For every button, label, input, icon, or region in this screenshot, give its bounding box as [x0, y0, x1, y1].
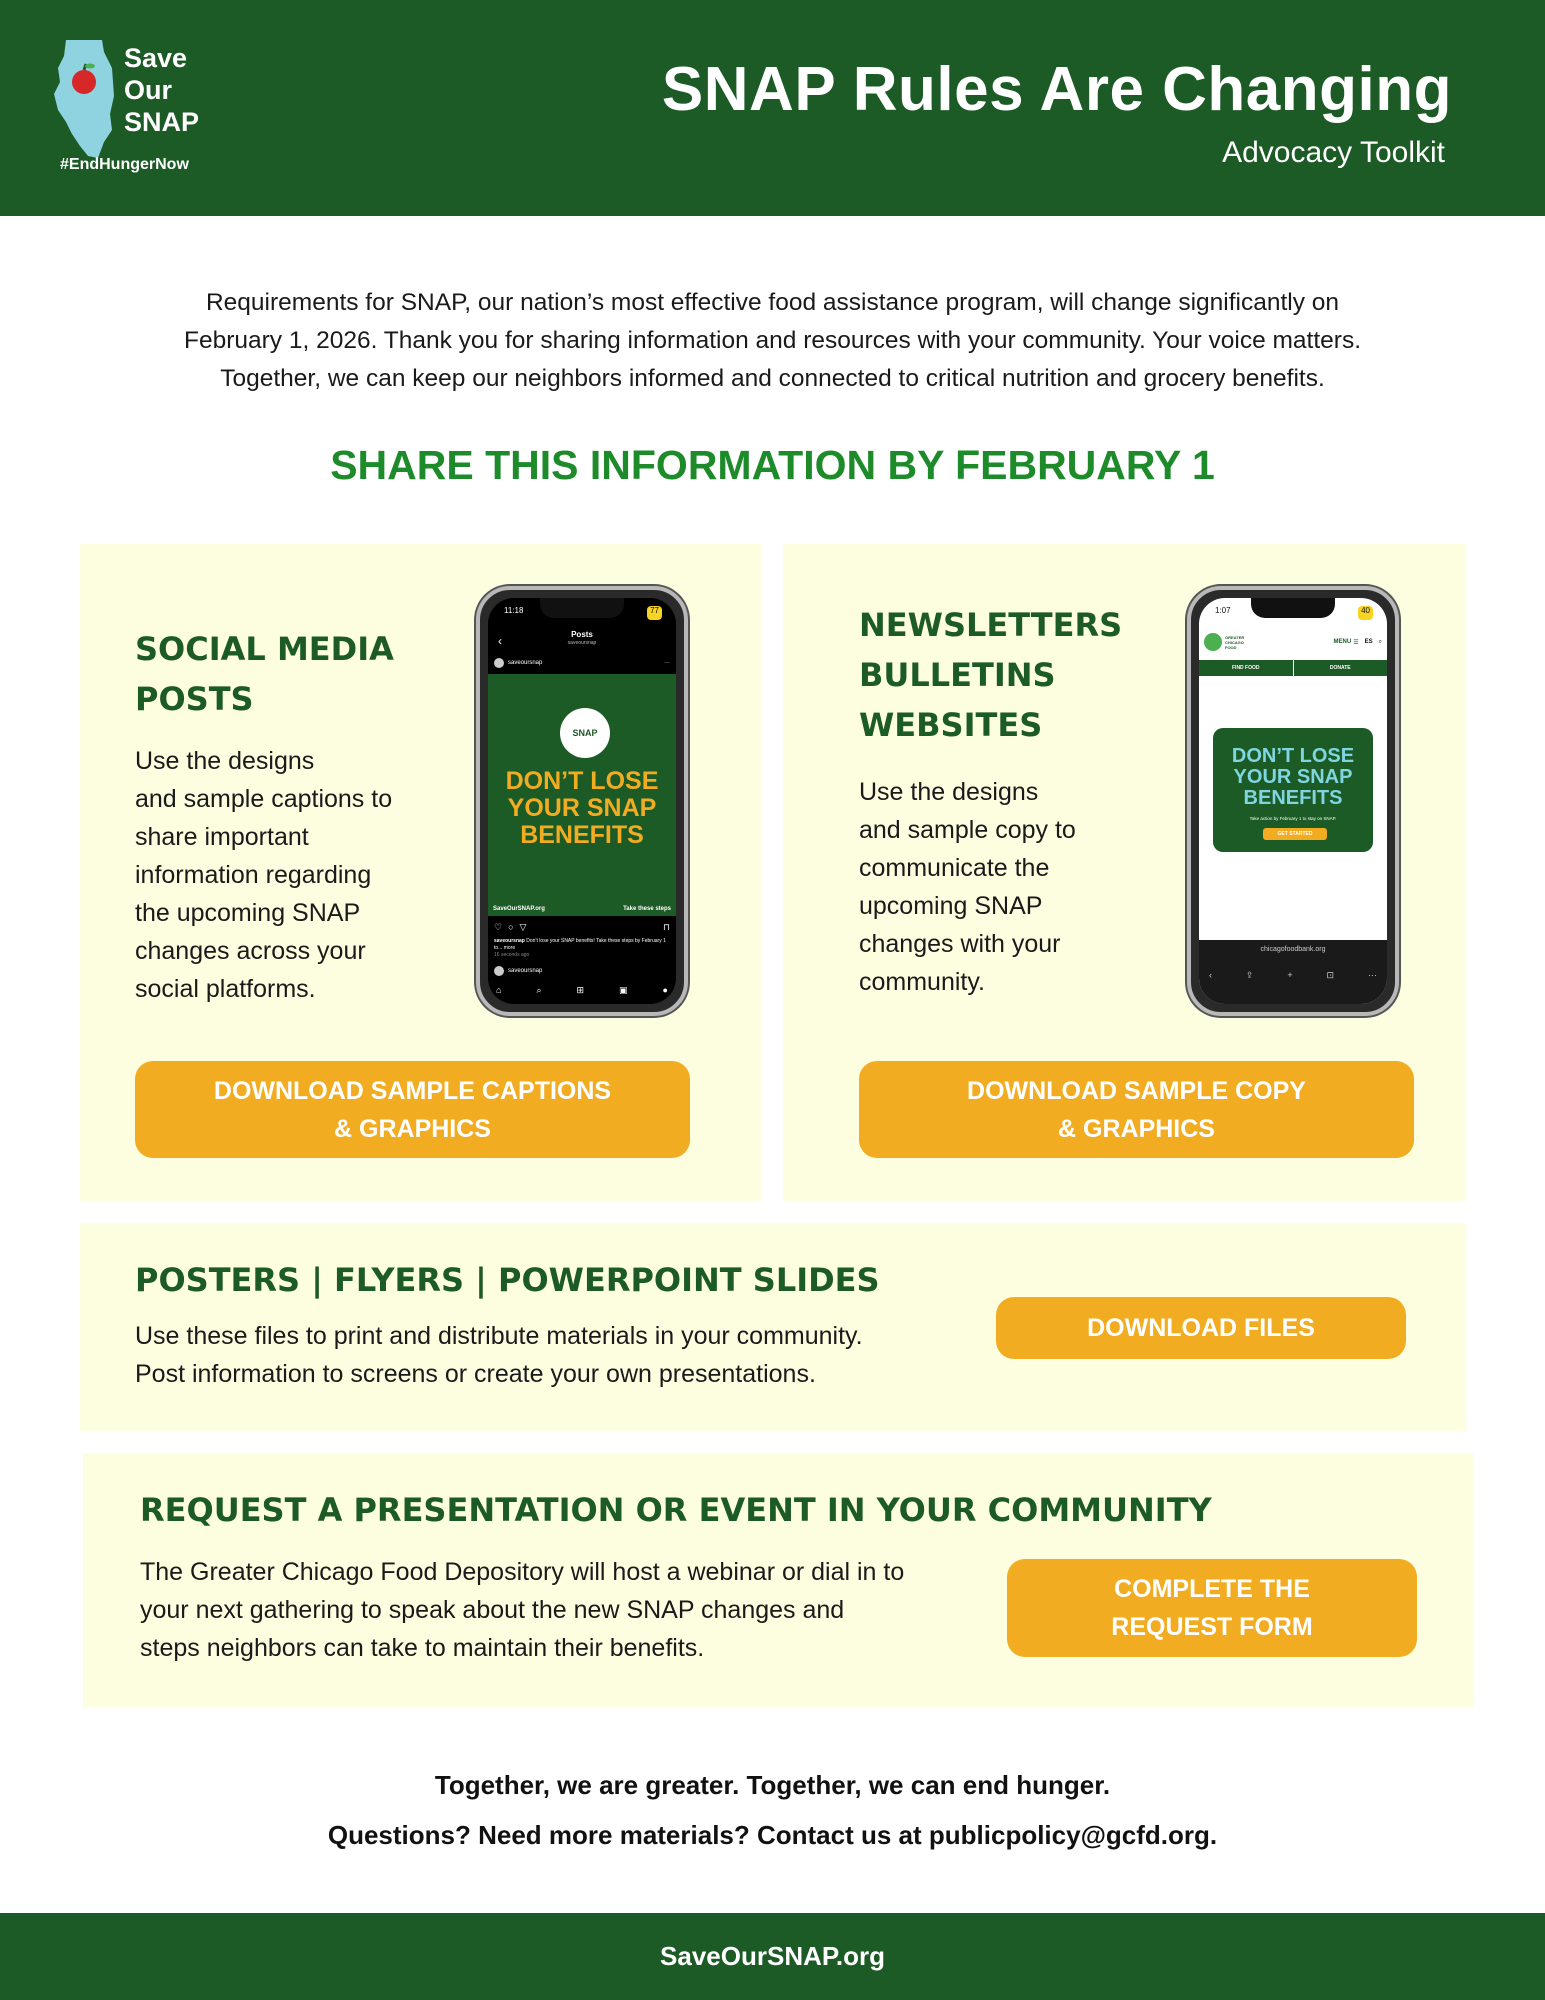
browser-bar [1199, 940, 1387, 1004]
social-media-body [135, 742, 392, 1008]
site-header [1199, 628, 1387, 656]
menu-button[interactable]: MENU [1333, 639, 1352, 645]
phone-notch [1251, 598, 1335, 618]
request-body [140, 1553, 904, 1667]
button-line: DOWNLOAD SAMPLE CAPTIONS [213, 1076, 612, 1105]
body-line: changes with your [859, 930, 1061, 958]
post-site: SaveOurSNAP.org [493, 906, 545, 912]
footer-message [0, 1760, 1545, 1860]
save-our-snap-logo[interactable] [52, 32, 242, 182]
post-image[interactable] [488, 674, 676, 902]
body-line: the upcoming SNAP [135, 899, 361, 927]
avatar[interactable] [494, 658, 504, 668]
create-icon[interactable]: ⊞ [576, 985, 585, 995]
caption-text: Don’t lose your SNAP benefits! Take these steps by February 1 to... more [494, 938, 666, 951]
post-headline-line: BENEFITS [520, 821, 644, 849]
post-cta-bar[interactable] [488, 902, 676, 916]
more-icon[interactable]: ··· [1367, 970, 1377, 980]
post-cta: Take these steps [623, 906, 671, 912]
intro-paragraph [80, 284, 1465, 398]
banner-subtext: Take action by February 1 to stay on SNAP. [1249, 816, 1337, 821]
body-line: Use the designs [859, 778, 1039, 806]
button-line: DOWNLOAD SAMPLE COPY [967, 1076, 1306, 1105]
heading-line: NEWSLETTERS [859, 606, 1123, 644]
post-headline [488, 768, 676, 849]
battery-badge: 40 [1358, 606, 1373, 620]
body-line: and sample captions to [135, 785, 393, 813]
profile-icon[interactable]: ● [662, 985, 668, 995]
post-headline-line: DON’T LOSE [505, 767, 659, 795]
page-subtitle: Advocacy Toolkit [1222, 136, 1445, 169]
body-line: Use these files to print and distribute materials in your community. [135, 1322, 863, 1350]
browser-controls [1209, 970, 1377, 981]
body-line: information regarding [135, 861, 372, 889]
bottom-nav [496, 985, 668, 996]
search-icon[interactable]: ⌕ [1378, 638, 1382, 645]
footer-bar [0, 1913, 1545, 2000]
body-line: Use the designs [135, 747, 315, 775]
posters-body [135, 1317, 863, 1393]
banner-line: DON’T LOSE [1231, 745, 1355, 767]
heading-line: BULLETINS [859, 656, 1056, 694]
battery-badge: 77 [647, 606, 662, 620]
site-nav [1199, 660, 1387, 676]
brand-name [1225, 635, 1244, 650]
footer-contact[interactable]: Questions? Need more materials? Contact us at publicpolicy@gcfd.org. [327, 1820, 1218, 1850]
back-icon[interactable]: ‹ [1209, 970, 1212, 980]
bookmark-icon[interactable]: ⊓ [662, 922, 670, 932]
food-depository-logo[interactable] [1204, 633, 1222, 651]
brand-line: CHICAGO [1225, 639, 1244, 645]
download-files-button[interactable]: DOWNLOAD FILES [996, 1297, 1406, 1359]
button-line: COMPLETE THE [1114, 1575, 1310, 1603]
body-line: changes across your [135, 937, 366, 965]
page-title: SNAP Rules Are Changing [661, 55, 1452, 124]
phone-screen [488, 598, 676, 1004]
get-started-button[interactable]: GET STARTED [1263, 828, 1327, 840]
brand-line: FOOD [1225, 644, 1237, 650]
intro-line: Together, we can keep our neighbors informed and connected to critical nutrition and grocery benefits. [220, 365, 1325, 392]
body-line: community. [859, 968, 985, 996]
button-line: REQUEST FORM [1111, 1613, 1313, 1641]
post-header [494, 656, 670, 670]
banner-line: YOUR SNAP [1233, 766, 1353, 788]
logo-hashtag: #EndHungerNow [60, 156, 189, 173]
banner-line: BENEFITS [1243, 787, 1343, 809]
reels-icon[interactable]: ▣ [619, 985, 628, 995]
logo-line-save: Save [124, 43, 188, 73]
next-post-account[interactable]: saveoursnap [508, 968, 543, 974]
screen-title: Posts [571, 630, 593, 639]
heading-line: SOCIAL MEDIA [135, 630, 394, 668]
caption-time: 16 seconds ago [494, 952, 530, 958]
body-line: share important [135, 823, 309, 851]
button-line: & GRAPHICS [334, 1114, 491, 1143]
phone-screen [1199, 598, 1387, 1004]
posters-heading: POSTERS | FLYERS | POWERPOINT SLIDES [135, 1261, 880, 1299]
new-tab-icon[interactable]: + [1287, 970, 1293, 980]
more-icon[interactable]: ··· [664, 660, 670, 666]
url-bar[interactable]: chicagofoodbank.org [1260, 946, 1326, 953]
snap-banner[interactable] [1213, 728, 1373, 852]
intro-line: Requirements for SNAP, our nation’s most effective food assistance program, will change significantly on [205, 289, 1340, 316]
home-icon[interactable]: ⌂ [496, 985, 502, 995]
body-line: The Greater Chicago Food Depository will host a webinar or dial in to [140, 1558, 905, 1586]
body-line: upcoming SNAP [859, 892, 1043, 920]
comment-icon[interactable]: ○ [508, 922, 514, 932]
heart-icon[interactable]: ♡ [494, 922, 503, 932]
post-actions [494, 922, 670, 933]
phone-notch [540, 598, 624, 618]
newsletters-body [859, 773, 1076, 1001]
header [0, 0, 1545, 216]
website-phone-mockup [1187, 586, 1399, 1016]
body-line: your next gathering to speak about the new SNAP changes and [140, 1596, 845, 1624]
illinois-state-icon [52, 38, 118, 162]
status-time: 11:18 [504, 606, 524, 615]
back-arrow-icon[interactable]: ‹ [498, 634, 502, 648]
newsletters-card [783, 544, 1466, 1201]
brand-line: GREATER [1225, 634, 1245, 640]
newsletters-heading [859, 600, 1122, 750]
download-copy-button[interactable] [859, 1061, 1414, 1158]
caption-user[interactable]: saveoursnap [494, 938, 525, 944]
footer-site-link[interactable]: SaveOurSNAP.org [660, 1941, 885, 1971]
share-icon[interactable]: ⇪ [1245, 970, 1254, 980]
heading-line: WEBSITES [859, 706, 1043, 744]
tabs-icon[interactable]: ⊡ [1326, 970, 1335, 980]
body-line: social platforms. [135, 975, 316, 1003]
hamburger-icon[interactable]: ☰ [1353, 639, 1359, 646]
avatar[interactable] [494, 966, 504, 976]
status-time: 1:07 [1215, 606, 1231, 615]
snap-badge: SNAP [560, 708, 610, 758]
screen-subtitle: saveoursnap [567, 640, 597, 646]
intro-line: February 1, 2026. Thank you for sharing information and resources with your community. Your voice matters. [183, 327, 1362, 354]
banner-headline [1213, 746, 1373, 809]
request-heading: REQUEST A PRESENTATION OR EVENT IN YOUR COMMUNITY [140, 1491, 1212, 1529]
logo-line-snap: SNAP [124, 107, 200, 137]
download-captions-button[interactable] [135, 1061, 690, 1158]
language-toggle[interactable]: ES [1364, 639, 1373, 645]
post-account[interactable]: saveoursnap [508, 660, 543, 666]
heading-line: POSTS [135, 680, 254, 718]
instagram-phone-mockup [476, 586, 688, 1016]
social-media-heading [135, 624, 394, 724]
body-line: and sample copy to [859, 816, 1076, 844]
request-form-button[interactable] [1007, 1559, 1417, 1657]
social-media-card [80, 544, 761, 1201]
logo-line-our: Our [124, 75, 173, 105]
body-line: Post information to screens or create your own presentations. [135, 1360, 816, 1388]
nav-find-food[interactable]: FIND FOOD [1199, 660, 1294, 676]
request-card [83, 1453, 1473, 1707]
footer-tagline: Together, we are greater. Together, we can end hunger. [434, 1770, 1111, 1800]
nav-donate[interactable]: DONATE [1329, 665, 1351, 671]
body-line: communicate the [859, 854, 1050, 882]
share-heading: SHARE THIS INFORMATION BY FEBRUARY 1 [330, 442, 1215, 488]
next-post-header [494, 966, 542, 976]
post-headline-line: YOUR SNAP [507, 794, 657, 822]
post-caption [494, 938, 670, 959]
posters-card [80, 1223, 1466, 1431]
button-line: & GRAPHICS [1058, 1114, 1215, 1143]
search-icon[interactable]: ⌕ [536, 985, 542, 995]
share-icon[interactable]: ▽ [519, 922, 527, 932]
logo-text [124, 42, 199, 138]
body-line: steps neighbors can take to maintain their benefits. [140, 1634, 705, 1662]
